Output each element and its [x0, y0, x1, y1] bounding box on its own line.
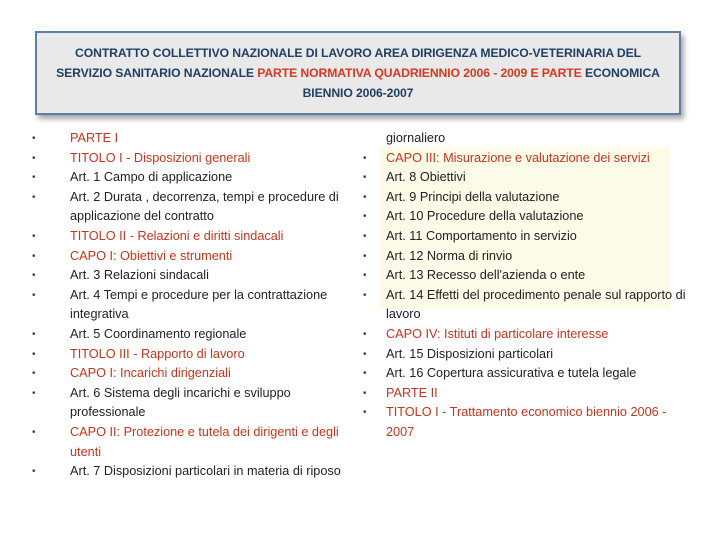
list-item	[361, 286, 691, 325]
bullet-icon: •	[32, 230, 36, 242]
title-part-2: PARTE NORMATIVA QUADRIENNIO 2006 - 2009 E PARTE	[257, 66, 582, 80]
list-item	[30, 247, 365, 267]
bullet-icon: •	[363, 250, 367, 262]
bullet-icon: •	[363, 230, 367, 242]
bullet-icon: •	[32, 348, 36, 360]
list-item-text: Art. 10 Procedure della valutazione	[386, 209, 584, 224]
list-item	[361, 384, 691, 404]
list-item	[361, 345, 691, 365]
list-item-text: CAPO I: Incarichi dirigenziali	[70, 366, 231, 381]
list-item	[361, 227, 691, 247]
list-item-text: Art. 9 Principi della valutazione	[386, 189, 560, 204]
bullet-icon: •	[32, 466, 36, 478]
bullet-icon: •	[363, 270, 367, 282]
list-item	[30, 462, 365, 482]
list-item	[30, 188, 365, 227]
bullet-icon: •	[363, 191, 367, 203]
bullet-icon: •	[32, 191, 36, 203]
bullet-icon: •	[363, 328, 367, 340]
list-item-text: Art. 7 Disposizioni particolari in materia di riposo	[70, 464, 341, 479]
list-item-text: PARTE I	[70, 131, 119, 145]
list-item	[30, 286, 365, 325]
list-item-text: Art. 5 Coordinamento regionale	[70, 326, 247, 341]
bullet-icon: •	[32, 250, 36, 262]
list-item-text: Art. 3 Relazioni sindacali	[70, 268, 209, 283]
list-item-text: Art. 15 Disposizioni particolari	[386, 346, 554, 361]
list-item	[361, 149, 691, 169]
title-part-1: CONTRATTO COLLETTIVO NAZIONALE DI LAVORO AREA DIRIGENZA MEDICO-VETERINARIA DEL SERVIZIO SANITARIO NAZIONALE	[56, 46, 641, 80]
list-item	[30, 384, 365, 423]
list-item	[361, 247, 691, 267]
title-box	[35, 31, 681, 115]
bullet-icon: •	[363, 407, 367, 419]
list-item-text: Art. 14 Effetti del procedimento penale sul rapporto di lavoro	[386, 287, 686, 322]
bullet-icon: •	[363, 172, 367, 184]
list-item	[361, 403, 691, 442]
list-item	[361, 364, 691, 384]
bullet-icon: •	[363, 289, 367, 301]
list-item	[361, 129, 691, 149]
list-item	[361, 266, 691, 286]
list-item-text: TITOLO I - Disposizioni generali	[70, 150, 251, 165]
list-item	[361, 168, 691, 188]
bullet-icon: •	[32, 270, 36, 282]
bullet-icon: •	[32, 172, 36, 184]
list-item-text: TITOLO I - Trattamento economico biennio 2006 - 2007	[386, 405, 667, 439]
list-item	[30, 364, 365, 384]
list-item-text: Art. 8 Obiettivi	[386, 170, 466, 185]
list-item	[361, 188, 691, 208]
list-item-text: TITOLO II - Relazioni e diritti sindacali	[70, 228, 284, 243]
bullet-icon: •	[32, 387, 36, 399]
list-item-text: Art. 13 Recesso dell'azienda o ente	[386, 268, 586, 283]
list-item-text: Art. 4 Tempi e procedure per la contrattazione integrativa	[70, 287, 328, 322]
title-part-3: ECONOMICA BIENNIO 2006-2007	[302, 66, 660, 100]
bullet-icon: •	[32, 426, 36, 438]
list-item	[30, 325, 365, 345]
list-item-text: CAPO III: Misurazione e valutazione dei servizi	[386, 150, 650, 165]
list-item-text: CAPO II: Protezione e tutela dei dirigenti e degli utenti	[70, 424, 339, 459]
list-item-text: CAPO I: Obiettivi e strumenti	[70, 248, 233, 263]
bullet-icon: •	[32, 328, 36, 340]
list-item	[30, 266, 365, 286]
list-item	[30, 129, 365, 149]
list-item-text: giornaliero	[386, 131, 446, 145]
bullet-icon: •	[363, 348, 367, 360]
list-item	[361, 325, 691, 345]
list-item-text: Art. 6 Sistema degli incarichi e sviluppo professionale	[70, 385, 291, 420]
left-column	[30, 129, 365, 482]
right-list	[361, 129, 691, 443]
list-item-text: PARTE II	[386, 385, 438, 400]
slide-title	[37, 43, 679, 103]
list-item-text: TITOLO III - Rapporto di lavoro	[70, 346, 245, 361]
list-item-text: Art. 12 Norma di rinvio	[386, 248, 513, 263]
list-item-text: Art. 11 Comportamento in servizio	[386, 228, 577, 243]
bullet-icon: •	[363, 368, 367, 380]
bullet-icon: •	[363, 152, 367, 164]
bullet-icon: •	[32, 133, 36, 144]
bullet-icon: •	[32, 289, 36, 301]
bullet-icon: •	[363, 211, 367, 223]
list-item	[30, 345, 365, 365]
list-item-text: Art. 2 Durata , decorrenza, tempi e procedure di applicazione del contratto	[70, 189, 339, 224]
list-item	[30, 149, 365, 169]
right-column	[361, 129, 691, 443]
list-item	[361, 207, 691, 227]
list-item	[30, 423, 365, 462]
list-item-text: Art. 1 Campo di applicazione	[70, 170, 233, 185]
left-list	[30, 129, 365, 482]
list-item-text: Art. 16 Copertura assicurativa e tutela legale	[386, 366, 637, 381]
bullet-icon: •	[32, 152, 36, 164]
list-item	[30, 227, 365, 247]
list-item-text: CAPO IV: Istituti di particolare interesse	[386, 326, 609, 341]
bullet-icon: •	[363, 387, 367, 399]
list-item	[30, 168, 365, 188]
bullet-icon: •	[32, 368, 36, 380]
